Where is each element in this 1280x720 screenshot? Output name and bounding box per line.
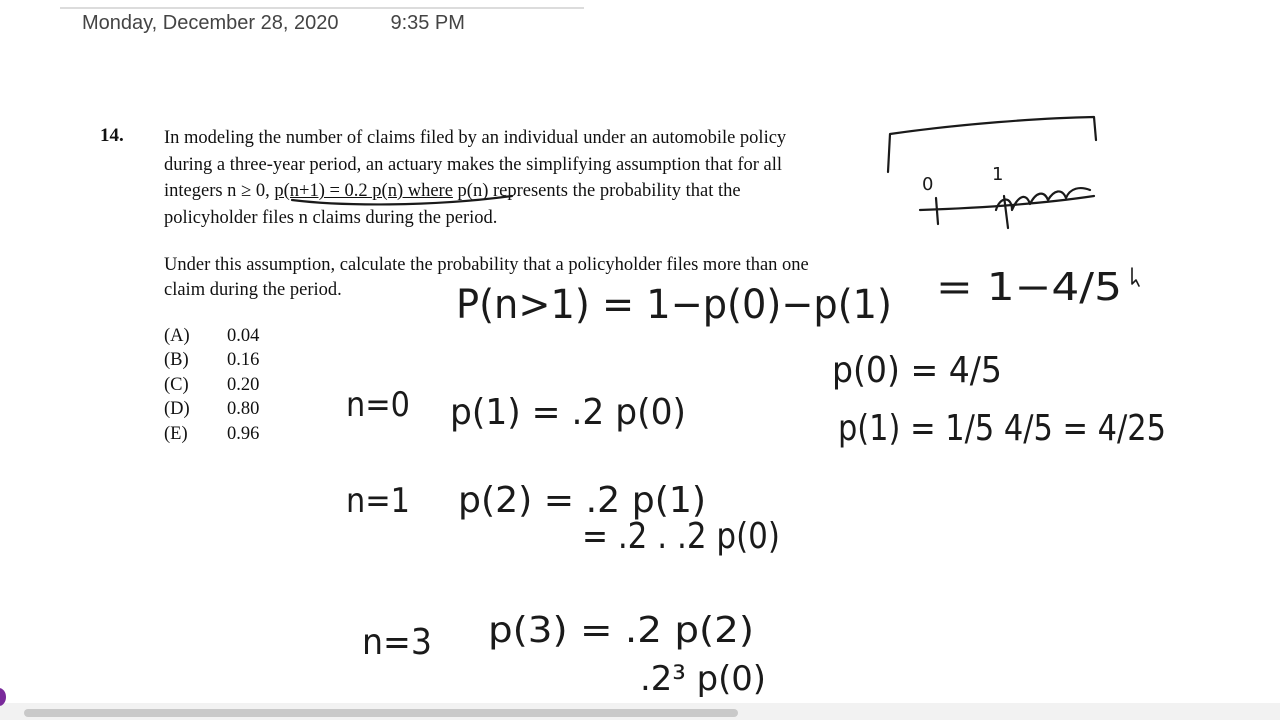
question-line-1: Under this assumption, calculate the probability that a policyholder files more than one	[164, 255, 809, 275]
case-n1-equation: p(2) = .2 p(1)	[458, 480, 706, 521]
p1-result: p(1) = 1/5 4/5 = 4/25	[838, 408, 1166, 449]
choice-value: 0.20	[227, 374, 260, 395]
number-line-label-1: 1	[992, 164, 1004, 185]
p0-result: p(0) = 4/5	[832, 350, 1002, 391]
choice-b	[164, 348, 259, 372]
choice-value: 0.04	[227, 326, 260, 346]
choice-value: 0.16	[227, 350, 260, 371]
choice-letter: (C)	[164, 374, 189, 395]
choice-d	[164, 397, 259, 421]
choice-a	[164, 324, 259, 348]
choice-letter: (B)	[164, 350, 189, 371]
main-equation: P(n>1) = 1−p(0)−p(1)	[456, 282, 892, 328]
title-underline	[60, 7, 584, 9]
case-n3-label: n=3	[362, 622, 432, 663]
choice-value: 0.96	[227, 423, 260, 444]
main-equation-result: = 1−4/5	[936, 265, 1122, 309]
problem-question	[164, 253, 909, 303]
choice-e	[164, 422, 259, 446]
choice-c	[164, 373, 259, 397]
problem-line-3	[164, 178, 909, 205]
choice-letter: (A)	[164, 326, 190, 346]
case-n3-equation: p(3) = .2 p(2)	[488, 610, 754, 651]
problem-line-2: during a three-year period, an actuary makes the simplifying assumption that for all	[164, 154, 783, 175]
case-n0-label: n=0	[346, 385, 410, 425]
problem-number: 14.	[100, 125, 124, 146]
horizontal-scrollbar-thumb[interactable]	[24, 709, 738, 717]
case-n1-equation-2: = .2 . .2 p(0)	[582, 516, 780, 557]
choice-letter: (D)	[164, 399, 190, 420]
page-timestamp	[82, 12, 465, 35]
case-n1-label: n=1	[346, 481, 410, 521]
page-time: 9:35 PM	[390, 12, 465, 34]
page-date: Monday, December 28, 2020	[82, 12, 339, 34]
problem-line-3-suffix: p(n) represents the probability that the	[457, 181, 741, 201]
problem-line-3-prefix: integers n ≥ 0,	[164, 181, 270, 201]
problem-line-4: policyholder files n claims during the period.	[164, 207, 498, 228]
choice-value: 0.80	[227, 399, 260, 420]
choice-letter: (E)	[164, 423, 188, 444]
problem-statement	[164, 125, 909, 231]
question-line-2: claim during the period.	[164, 280, 342, 300]
problem-line-3-underlined: p(n+1) = 0.2 p(n) where	[274, 181, 453, 201]
case-n3-equation-2: .2³ p(0)	[640, 659, 766, 699]
problem-line-1: In modeling the number of claims filed by an individual under an automobile policy	[164, 128, 787, 148]
case-n0-equation: p(1) = .2 p(0)	[450, 392, 686, 433]
number-line-label-0: 0	[922, 174, 934, 195]
answer-choices	[164, 324, 259, 446]
